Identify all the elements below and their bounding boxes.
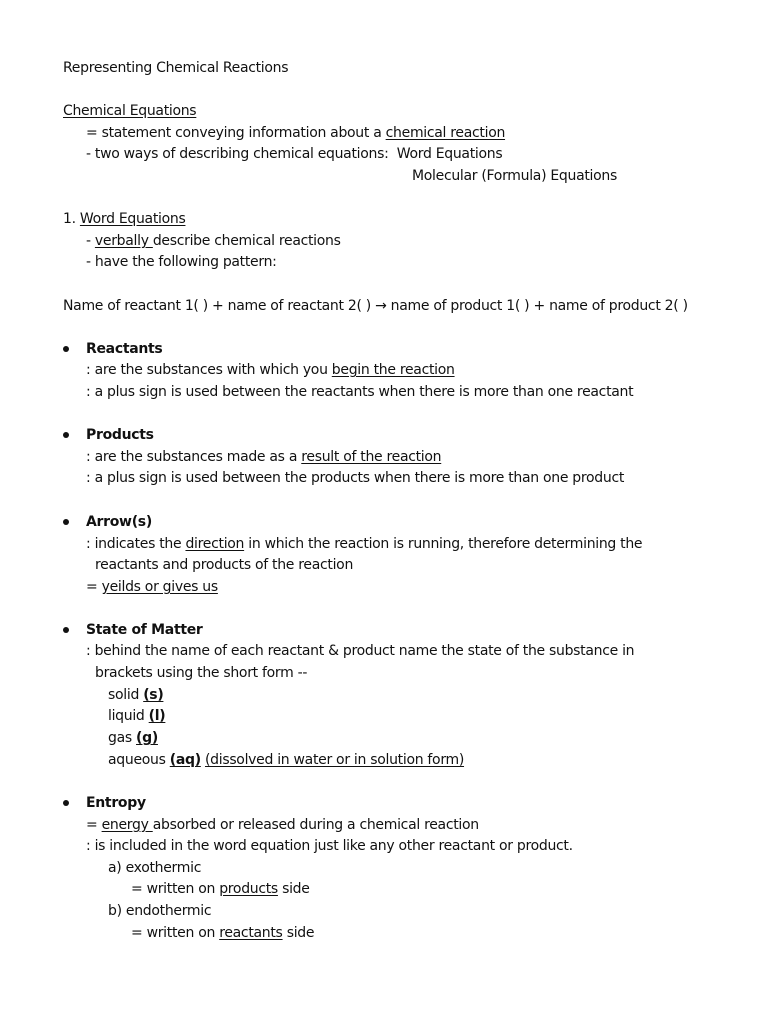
state-gas bbox=[108, 729, 158, 747]
word-equations-heading bbox=[63, 210, 185, 228]
products-line-1 bbox=[86, 448, 441, 466]
text: in which the reaction is running, therefore determining the bbox=[244, 536, 643, 552]
arrows-line-2: reactants and products of the reaction bbox=[95, 557, 354, 573]
entropy-endothermic-desc bbox=[131, 924, 314, 942]
text: = statement conveying information about a bbox=[86, 125, 386, 141]
state-liquid bbox=[108, 707, 165, 725]
products-term: products bbox=[219, 881, 278, 897]
solid-code: (s) bbox=[143, 687, 164, 703]
word-equations-title: Word Equations bbox=[79, 211, 186, 227]
aqueous-note: (dissolved in water or in solution form) bbox=[204, 752, 465, 768]
begin-reaction-term: begin the reaction bbox=[331, 362, 455, 378]
entropy-exothermic-desc bbox=[131, 880, 310, 898]
gas-code: (g) bbox=[136, 730, 158, 746]
entropy-heading: Entropy bbox=[86, 795, 146, 811]
chemical-equations-line-3: Molecular (Formula) Equations bbox=[412, 168, 617, 184]
bullet-icon bbox=[63, 346, 69, 352]
state-aqueous bbox=[108, 751, 464, 769]
text: liquid bbox=[108, 708, 149, 724]
text: = bbox=[86, 817, 102, 833]
chemical-reaction-term: chemical reaction bbox=[385, 125, 506, 141]
text: = bbox=[86, 579, 102, 595]
arrow-icon: → bbox=[375, 298, 387, 314]
products-line-2: : a plus sign is used between the products when there is more than one product bbox=[86, 470, 625, 486]
state-line-2: brackets using the short form -- bbox=[95, 665, 308, 681]
page-title: Representing Chemical Reactions bbox=[63, 60, 289, 76]
word-equations-line-1 bbox=[86, 232, 341, 250]
reactants-line-2: : a plus sign is used between the reactants when there is more than one reactant bbox=[86, 384, 634, 400]
word-equations-line-2: - have the following pattern: bbox=[86, 254, 277, 270]
bullet-icon bbox=[63, 519, 69, 525]
energy-term: energy bbox=[101, 817, 153, 833]
arrows-line-3 bbox=[86, 578, 218, 596]
text: : indicates the bbox=[86, 536, 186, 552]
verbally-term: verbally bbox=[94, 233, 153, 249]
chemical-equations-line-2: - two ways of describing chemical equations: Word Equations bbox=[86, 146, 503, 162]
reactants-term: reactants bbox=[219, 925, 283, 941]
reactants-line-1 bbox=[86, 361, 455, 379]
text: aqueous bbox=[108, 752, 170, 768]
text: side bbox=[277, 881, 310, 897]
text: gas bbox=[108, 730, 137, 746]
bullet-icon bbox=[63, 627, 69, 633]
bullet-icon bbox=[63, 432, 69, 438]
entropy-endothermic: b) endothermic bbox=[108, 903, 212, 919]
arrows-heading: Arrow(s) bbox=[86, 514, 152, 530]
text: : are the substances with which you bbox=[86, 362, 332, 378]
section-number: 1. bbox=[63, 211, 80, 227]
arrows-line-1 bbox=[86, 535, 642, 553]
text: = written on bbox=[131, 925, 220, 941]
text: Name of reactant 1( ) + name of reactant 2( ) bbox=[63, 298, 376, 314]
text: = written on bbox=[131, 881, 220, 897]
chemical-equations-line-1 bbox=[86, 124, 505, 142]
text: side bbox=[282, 925, 315, 941]
yields-term: yeilds or gives us bbox=[101, 579, 218, 595]
result-reaction-term: result of the reaction bbox=[301, 449, 442, 465]
state-of-matter-heading: State of Matter bbox=[86, 622, 203, 638]
text: - bbox=[86, 233, 95, 249]
entropy-line-1 bbox=[86, 816, 479, 834]
word-equation-pattern bbox=[63, 297, 688, 315]
products-heading: Products bbox=[86, 427, 154, 443]
text: name of product 1( ) + name of product 2( ) bbox=[386, 298, 688, 314]
aqueous-code: (aq) bbox=[169, 752, 201, 768]
state-solid bbox=[108, 686, 163, 704]
text: : are the substances made as a bbox=[86, 449, 302, 465]
text: solid bbox=[108, 687, 144, 703]
bullet-icon bbox=[63, 800, 69, 806]
liquid-code: (l) bbox=[148, 708, 166, 724]
direction-term: direction bbox=[185, 536, 245, 552]
reactants-heading: Reactants bbox=[86, 341, 163, 357]
state-line-1: : behind the name of each reactant & product name the state of the substance in bbox=[86, 643, 635, 659]
text: describe chemical reactions bbox=[152, 233, 341, 249]
entropy-exothermic: a) exothermic bbox=[108, 860, 202, 876]
chemical-equations-heading: Chemical Equations bbox=[63, 103, 197, 119]
entropy-line-2: : is included in the word equation just like any other reactant or product. bbox=[86, 838, 573, 854]
text: absorbed or released during a chemical reaction bbox=[152, 817, 479, 833]
